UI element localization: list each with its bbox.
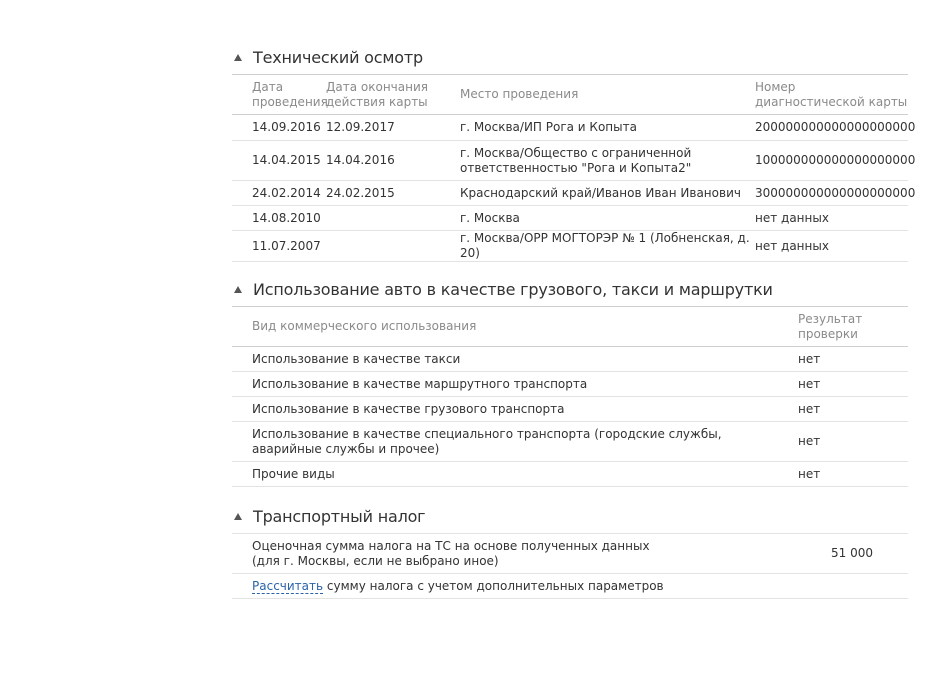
- cell-date: 11.07.2007: [252, 238, 321, 253]
- cell-check-result: нет: [798, 401, 821, 416]
- header-place: Место проведения: [460, 87, 579, 101]
- cell-place: г. Москва/ИП Рога и Копыта: [460, 120, 637, 134]
- cell-date: 24.02.2014: [252, 185, 321, 200]
- cell-check-result: нет: [798, 376, 821, 391]
- collapse-triangle-icon[interactable]: [234, 286, 242, 293]
- tax-estimate-label: [232, 534, 798, 574]
- tax-amount: 51 000: [831, 546, 873, 560]
- cell-card-number: нет данных: [755, 238, 829, 253]
- tax-estimate-line2: (для г. Москвы, если не выбрано иное): [252, 553, 499, 568]
- table-row: [232, 231, 908, 262]
- commercial-title: Использование авто в качестве грузового, такси и маршрутки: [253, 279, 773, 299]
- table-row: [232, 347, 908, 372]
- inspection-table: [232, 74, 916, 262]
- cell-check-result: нет: [798, 434, 821, 448]
- header-date: Дата проведения: [252, 79, 328, 109]
- table-row: [232, 115, 908, 141]
- cell-place: Краснодарский край/Иванов Иван Иванович: [460, 185, 741, 200]
- cell-place: г. Москва/ОРР МОГТОРЭР № 1 (Лобненская, д. 20): [460, 231, 750, 260]
- header-check-result: Результат проверки: [798, 311, 863, 341]
- table-row: [232, 141, 908, 181]
- cell-card-number: 300000000000000000000: [755, 185, 916, 200]
- table-row: [232, 462, 908, 487]
- tax-estimate-line1: Оценочная сумма налога на ТС на основе полученных данных: [252, 538, 650, 553]
- cell-card-number: 100000000000000000000: [755, 153, 916, 167]
- cell-place: г. Москва: [460, 210, 520, 225]
- cell-usage-kind: Использование в качестве специального транспорта (городские службы, аварийные службы и прочее): [252, 426, 722, 456]
- cell-end-date: [326, 206, 460, 231]
- inspection-title: Технический осмотр: [253, 47, 423, 67]
- cell-end-date: 24.02.2015: [326, 185, 395, 200]
- commercial-section-header[interactable]: [232, 272, 908, 306]
- cell-date: 14.04.2015: [252, 153, 321, 167]
- cell-date: 14.08.2010: [252, 210, 321, 225]
- cell-usage-kind: Прочие виды: [252, 466, 335, 481]
- commercial-table: [232, 306, 908, 487]
- table-row: [232, 422, 908, 462]
- report-container: [232, 40, 916, 599]
- cell-place: г. Москва/Общество с ограниченной ответственностью "Рога и Копыта2": [460, 145, 692, 175]
- calc-link-description: сумму налога с учетом дополнительных параметров: [323, 578, 664, 593]
- tax-table: [232, 533, 908, 599]
- cell-usage-kind: Использование в качестве маршрутного транспорта: [252, 376, 588, 391]
- cell-end-date: 14.04.2016: [326, 153, 395, 167]
- inspection-header-row: [232, 75, 908, 115]
- table-row: [232, 206, 908, 231]
- collapse-triangle-icon[interactable]: [234, 513, 242, 520]
- tax-calc-row: [232, 574, 908, 599]
- cell-usage-kind: Использование в качестве грузового транспорта: [252, 401, 565, 416]
- header-end-date: Дата окончания действия карты: [326, 79, 428, 109]
- commercial-header-row: [232, 307, 908, 347]
- tax-title: Транспортный налог: [253, 506, 426, 526]
- cell-card-number: 200000000000000000000: [755, 120, 916, 134]
- cell-check-result: нет: [798, 466, 821, 481]
- tax-estimate-row: [232, 534, 908, 574]
- cell-card-number: нет данных: [755, 210, 829, 225]
- cell-end-date: 12.09.2017: [326, 120, 395, 134]
- inspection-section-header[interactable]: [232, 40, 908, 74]
- table-row: [232, 181, 908, 206]
- cell-end-date: [326, 231, 460, 262]
- cell-usage-kind: Использование в качестве такси: [252, 351, 461, 366]
- collapse-triangle-icon[interactable]: [234, 54, 242, 61]
- tax-section-header[interactable]: [232, 499, 908, 533]
- tax-calc-cell: [232, 574, 908, 599]
- header-card-number: Номер диагностической карты: [755, 79, 908, 109]
- header-usage-kind: Вид коммерческого использования: [252, 319, 477, 333]
- cell-check-result: нет: [798, 351, 821, 366]
- table-row: [232, 372, 908, 397]
- table-row: [232, 397, 908, 422]
- calculate-link[interactable]: Рассчитать: [252, 578, 324, 593]
- cell-date: 14.09.2016: [252, 120, 321, 134]
